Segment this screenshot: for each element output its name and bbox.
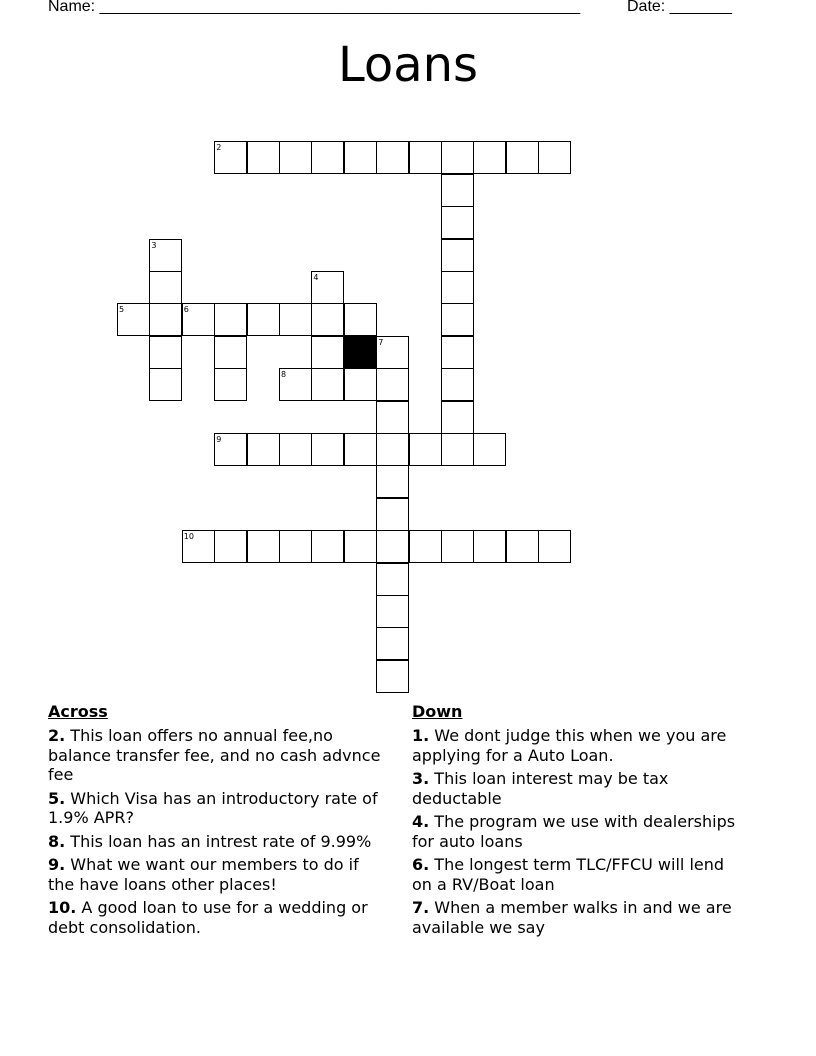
down-clues: [412, 702, 747, 941]
grid-cell[interactable]: [376, 465, 409, 498]
grid-cell[interactable]: [311, 336, 344, 369]
clue-item: [412, 726, 747, 765]
clue-number: 8: [281, 370, 287, 380]
clue-item: [412, 855, 747, 894]
grid-cell[interactable]: [441, 141, 474, 174]
grid-cell[interactable]: [182, 530, 215, 563]
clue-item-text: The longest term TLC/FFCU will lend on a RV/Boat loan: [412, 855, 725, 894]
grid-cell[interactable]: [214, 530, 247, 563]
grid-cell[interactable]: [441, 433, 474, 466]
clue-item-text: What we want our members to do if the have loans other places!: [48, 855, 359, 894]
grid-cell[interactable]: [279, 368, 312, 401]
clue-item-number: 10.: [48, 898, 77, 917]
grid-cell[interactable]: [441, 206, 474, 239]
clue-item: [48, 832, 383, 852]
grid-cell[interactable]: [311, 141, 344, 174]
clue-item-text: This loan offers no annual fee,no balance transfer fee, and no cash advnce fee: [48, 726, 381, 784]
grid-cell[interactable]: [311, 530, 344, 563]
grid-cell[interactable]: [409, 530, 442, 563]
clue-number: 2: [216, 143, 222, 153]
clue-item: [412, 812, 747, 851]
clue-item-number: 6.: [412, 855, 430, 874]
grid-cell[interactable]: [279, 433, 312, 466]
grid-cell[interactable]: [376, 563, 409, 596]
grid-cell[interactable]: [311, 303, 344, 336]
grid-cell[interactable]: [376, 530, 409, 563]
grid-cell[interactable]: [376, 141, 409, 174]
clue-item-text: When a member walks in and we are available we say: [412, 898, 732, 937]
grid-cell[interactable]: [214, 141, 247, 174]
clue-item-number: 1.: [412, 726, 430, 745]
grid-cell[interactable]: [344, 141, 377, 174]
grid-cell[interactable]: [376, 660, 409, 693]
clue-number: 9: [216, 435, 222, 444]
grid-cell[interactable]: [409, 433, 442, 466]
name-field[interactable]: Name: ______________________________________________________: [48, 0, 581, 15]
clue-item-number: 9.: [48, 855, 66, 874]
grid-cell[interactable]: [441, 401, 474, 434]
grid-cell[interactable]: [311, 433, 344, 466]
across-heading: Across: [48, 702, 108, 721]
clue-item-number: 5.: [48, 788, 66, 808]
grid-cell[interactable]: [149, 271, 182, 304]
black-cell: [344, 336, 377, 369]
clue-item-text: A good loan to use for a wedding or debt consolidation.: [48, 898, 368, 937]
down-clue-list: [412, 726, 747, 937]
clue-item: [412, 769, 747, 808]
grid-cell[interactable]: [506, 141, 539, 174]
clue-item-text: Which Visa has an introductory rate of 1.9% APR?: [48, 788, 378, 827]
grid-cell[interactable]: [538, 530, 571, 563]
clue-number: 5: [119, 305, 125, 315]
grid-cell[interactable]: [441, 336, 474, 369]
grid-cell[interactable]: [376, 368, 409, 401]
grid-cell[interactable]: [214, 303, 247, 336]
clue-item-text: This loan interest may be tax deductable: [412, 769, 669, 808]
clue-item-number: 8.: [48, 831, 66, 851]
clue-item: [48, 855, 383, 894]
grid-cell[interactable]: [149, 368, 182, 401]
grid-cell[interactable]: [279, 141, 312, 174]
grid-cell[interactable]: [538, 141, 571, 174]
clue-item-number: 4.: [412, 812, 430, 831]
clue-item: [48, 789, 383, 828]
date-field[interactable]: Date: _______: [627, 0, 732, 15]
grid-cell[interactable]: [376, 401, 409, 434]
clue-number: 10: [183, 532, 194, 542]
grid-cell[interactable]: [376, 627, 409, 660]
grid-cell[interactable]: [149, 303, 182, 336]
clue-item: [48, 898, 383, 937]
grid-cell[interactable]: [149, 239, 182, 272]
grid-cell[interactable]: [247, 433, 280, 466]
clue-item-text: The program we use with dealerships for auto loans: [412, 812, 736, 851]
grid-cell[interactable]: [376, 498, 409, 531]
grid-cell[interactable]: [376, 433, 409, 466]
clue-item-number: 7.: [412, 898, 430, 917]
clue-number: 3: [151, 240, 157, 250]
grid-cell[interactable]: [376, 336, 409, 369]
grid-cell[interactable]: [279, 303, 312, 336]
page-title: Loans: [337, 37, 479, 93]
grid-cell[interactable]: [441, 368, 474, 401]
grid-cell[interactable]: [117, 303, 150, 336]
across-clues: [48, 702, 383, 941]
grid-cell[interactable]: [344, 303, 377, 336]
clue-item-text: This loan has an intrest rate of 9.99%: [65, 831, 372, 851]
grid-cell[interactable]: [311, 271, 344, 304]
grid-cell[interactable]: [473, 433, 506, 466]
grid-cell[interactable]: [182, 303, 215, 336]
grid-cell[interactable]: [344, 368, 377, 401]
grid-cell[interactable]: [214, 336, 247, 369]
grid-cell[interactable]: [441, 530, 474, 563]
clue-item-number: 2.: [48, 726, 66, 745]
grid-cell[interactable]: [473, 141, 506, 174]
clue-item: [48, 726, 383, 785]
grid-cell[interactable]: [473, 530, 506, 563]
grid-cell[interactable]: [441, 239, 474, 272]
grid-cell[interactable]: [247, 141, 280, 174]
grid-cell[interactable]: [247, 303, 280, 336]
grid-cell[interactable]: [441, 303, 474, 336]
grid-cell[interactable]: [247, 530, 280, 563]
clue-item-number: 3.: [412, 769, 430, 788]
grid-cell[interactable]: [214, 433, 247, 466]
grid-cell[interactable]: [344, 530, 377, 563]
grid-cell[interactable]: [149, 336, 182, 369]
grid-cell[interactable]: [279, 530, 312, 563]
clue-number: 4: [313, 273, 319, 282]
down-heading: Down: [412, 702, 463, 721]
across-clue-list: [48, 726, 383, 937]
grid-cell[interactable]: [441, 174, 474, 207]
grid-cell[interactable]: [441, 271, 474, 304]
grid-cell[interactable]: [376, 595, 409, 628]
grid-cell[interactable]: [344, 433, 377, 466]
clue-item: [412, 898, 747, 937]
clue-number: 7: [378, 337, 384, 347]
clue-item-text: We dont judge this when we you are applying for a Auto Loan.: [412, 726, 727, 765]
clue-number: 6: [183, 305, 189, 315]
grid-cell[interactable]: [409, 141, 442, 174]
grid-cell[interactable]: [214, 368, 247, 401]
grid-cell[interactable]: [311, 368, 344, 401]
grid-cell[interactable]: [506, 530, 539, 563]
